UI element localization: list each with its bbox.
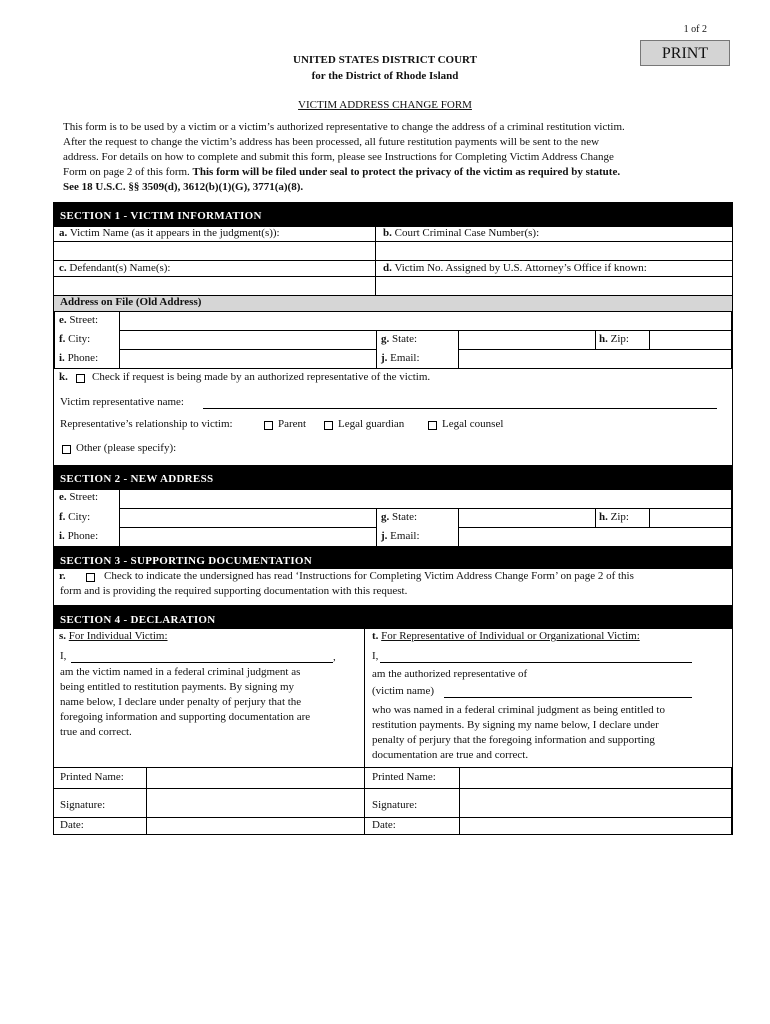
item-label: State: [392,333,418,345]
legal-guardian-checkbox[interactable] [324,421,333,430]
new-state-label [381,511,417,523]
intro-text: Form on page 2 of this form. [63,166,190,178]
old-phone-input[interactable] [119,349,377,369]
representative-text1: am the authorized representative of [372,668,528,680]
victim-name-label [59,227,280,239]
declaration-line: being entitled to restitution payments. By signing my [60,681,295,693]
representative-signature-label: Signature: [372,799,418,811]
item-label: Victim No. Assigned by U.S. Attorney’s Office if known: [394,262,647,274]
section1-title: SECTION 1 - VICTIM INFORMATION [60,210,262,222]
documentation-text-line1: Check to indicate the undersigned has read ‘Instructions for Completing Victim Address Change Form’ on page 2 of this [104,570,634,582]
item-label: Phone: [67,352,99,364]
intro-line: After the request to change the victim’s address has been processed, all future restitution payments will be sent to the new [63,136,600,148]
item-key: j. [381,352,388,364]
statute-citation: See 18 U.S.C. §§ 3509(d), 3612(b)(1)(G), 3771(a)(8). [63,181,304,193]
declaration-line: penalty of perjury that the foregoing information and supporting [372,734,655,746]
other-label: Other (please specify): [76,442,177,454]
divider [54,311,55,369]
section4-title: SECTION 4 - DECLARATION [60,614,216,626]
item-label: Court Criminal Case Number(s): [394,227,540,239]
item-key: i. [59,530,65,542]
individual-date-input[interactable] [146,817,365,835]
new-state-input[interactable] [458,508,596,528]
parent-option: Parent [278,418,307,430]
intro-line [63,180,723,195]
declaration-line: am the victim named in a federal criminal judgment as [60,666,301,678]
legal-guardian-option: Legal guardian [338,418,405,430]
other-checkbox[interactable] [62,445,71,454]
intro-line: address. For details on how to complete and submit this form, please see Instructions for Completing Victim Address Change [63,151,614,163]
documentation-key: r. [59,570,66,582]
relationship-label: Representative’s relationship to victim: [60,418,233,430]
old-zip-input[interactable] [649,330,732,350]
old-street-input[interactable] [119,311,732,331]
item-key: f. [59,333,66,345]
legal-counsel-checkbox[interactable] [428,421,437,430]
item-key: i. [59,352,65,364]
other-input[interactable] [195,440,715,456]
representative-date-label: Date: [372,819,396,831]
representative-name-input[interactable] [380,649,692,663]
section2-title: SECTION 2 - NEW ADDRESS [60,473,214,485]
individual-declaration [60,665,360,740]
victim-name-prefix: (victim name) [372,685,435,697]
item-label: Zip: [610,511,629,523]
print-button[interactable]: PRINT [640,40,730,66]
item-key: e. [59,314,67,326]
old-address-header: Address on File (Old Address) [60,296,202,308]
declaration-line: true and correct. [60,726,132,738]
individual-date-label: Date: [60,819,84,831]
item-label: Victim Name (as it appears in the judgment(s)): [69,227,280,239]
defendant-name-label [59,262,171,274]
new-email-input[interactable] [458,527,732,547]
individual-name-input[interactable] [71,649,333,663]
divider [375,227,376,296]
item-label: City: [68,333,91,345]
victim-number-input[interactable] [377,277,731,295]
victim-name-input[interactable] [55,242,374,260]
representative-i-label: I, [372,650,379,662]
section3-title: SECTION 3 - SUPPORTING DOCUMENTATION [60,555,313,567]
item-label: Street: [69,314,99,326]
case-number-label [383,227,539,239]
representative-printed-name-input[interactable] [459,767,732,789]
individual-signature-label: Signature: [60,799,106,811]
representative-printed-name-label: Printed Name: [372,771,436,783]
rep-name-label: Victim representative name: [60,396,184,408]
old-phone-label [59,352,98,364]
new-zip-label [599,511,629,523]
item-key: s. [59,630,67,642]
new-city-label [59,511,90,523]
intro-line [63,165,723,180]
new-street-input[interactable] [119,489,732,509]
victim-number-label [383,262,647,274]
representative-date-input[interactable] [459,817,732,835]
representative-victim-label [372,630,640,642]
item-label: State: [392,511,418,523]
item-label: Street: [69,491,99,503]
item-key: c. [59,262,67,274]
representative-declaration [372,703,728,763]
individual-i-label: I, [60,650,67,662]
old-city-input[interactable] [119,330,377,350]
old-zip-label [599,333,629,345]
item-key: g. [381,511,390,523]
item-key: e. [59,491,67,503]
represented-victim-input[interactable] [444,684,692,698]
district-name: for the District of Rhode Island [311,70,459,82]
item-label: For Representative of Individual or Organizational Victim: [381,630,640,642]
divider [54,368,732,369]
old-state-label [381,333,417,345]
rep-key: k. [59,371,68,383]
item-key: d. [383,262,392,274]
legal-counsel-option: Legal counsel [442,418,504,430]
item-label: City: [68,511,91,523]
item-label: Defendant(s) Name(s): [69,262,171,274]
declaration-line: who was named in a federal criminal judgment as being entitled to [372,704,665,716]
new-phone-input[interactable] [119,527,377,547]
documentation-text-line2: form and is providing the required supporting documentation with this request. [60,585,408,597]
item-key: b. [383,227,392,239]
individual-victim-label [59,630,168,642]
court-name: UNITED STATES DISTRICT COURT [293,54,477,66]
declaration-line: restitution payments. By signing my name below, I declare under [372,719,659,731]
divider [54,260,732,261]
case-number-input[interactable] [377,242,731,260]
old-state-input[interactable] [458,330,596,350]
page-number: 1 of 2 [683,24,707,35]
item-label: Email: [390,352,420,364]
individual-signature-input[interactable] [146,788,365,818]
item-label: Zip: [610,333,629,345]
new-city-input[interactable] [119,508,377,528]
old-city-label [59,333,90,345]
intro-line: This form is to be used by a victim or a victim’s authorized representative to change the address of a criminal restitution victim. [63,121,625,133]
individual-printed-name-input[interactable] [146,767,365,789]
intro-bold-text: This form will be filed under seal to protect the privacy of the victim as required by statute. [192,166,621,178]
item-label: Phone: [67,530,99,542]
documentation-checkbox[interactable] [86,573,95,582]
new-email-label [381,530,420,542]
new-zip-input[interactable] [649,508,732,528]
item-key: h. [599,333,608,345]
item-key: h. [599,511,608,523]
parent-checkbox[interactable] [264,421,273,430]
rep-name-input[interactable] [203,395,717,409]
declaration-line: documentation are true and correct. [372,749,529,761]
form-title: VICTIM ADDRESS CHANGE FORM [298,99,472,111]
old-email-input[interactable] [458,349,732,369]
item-key: t. [372,630,379,642]
old-street-label [59,314,98,326]
item-label: Email: [390,530,420,542]
item-key: f. [59,511,66,523]
item-key: j. [381,530,388,542]
individual-printed-name-label: Printed Name: [60,771,124,783]
representative-checkbox[interactable] [76,374,85,383]
declaration-line: name below, I declare under penalty of perjury that the [60,696,302,708]
intro-paragraph [63,120,723,195]
representative-check-label: Check if request is being made by an authorized representative of the victim. [92,371,431,383]
item-label: For Individual Victim: [68,630,168,642]
representative-signature-input[interactable] [459,788,732,818]
old-email-label [381,352,420,364]
declaration-line: foregoing information and supporting documentation are [60,711,311,723]
new-street-label [59,491,98,503]
item-key: g. [381,333,390,345]
item-key: a. [59,227,68,239]
comma: , [333,651,336,663]
new-phone-label [59,530,98,542]
defendant-name-input[interactable] [55,277,374,295]
